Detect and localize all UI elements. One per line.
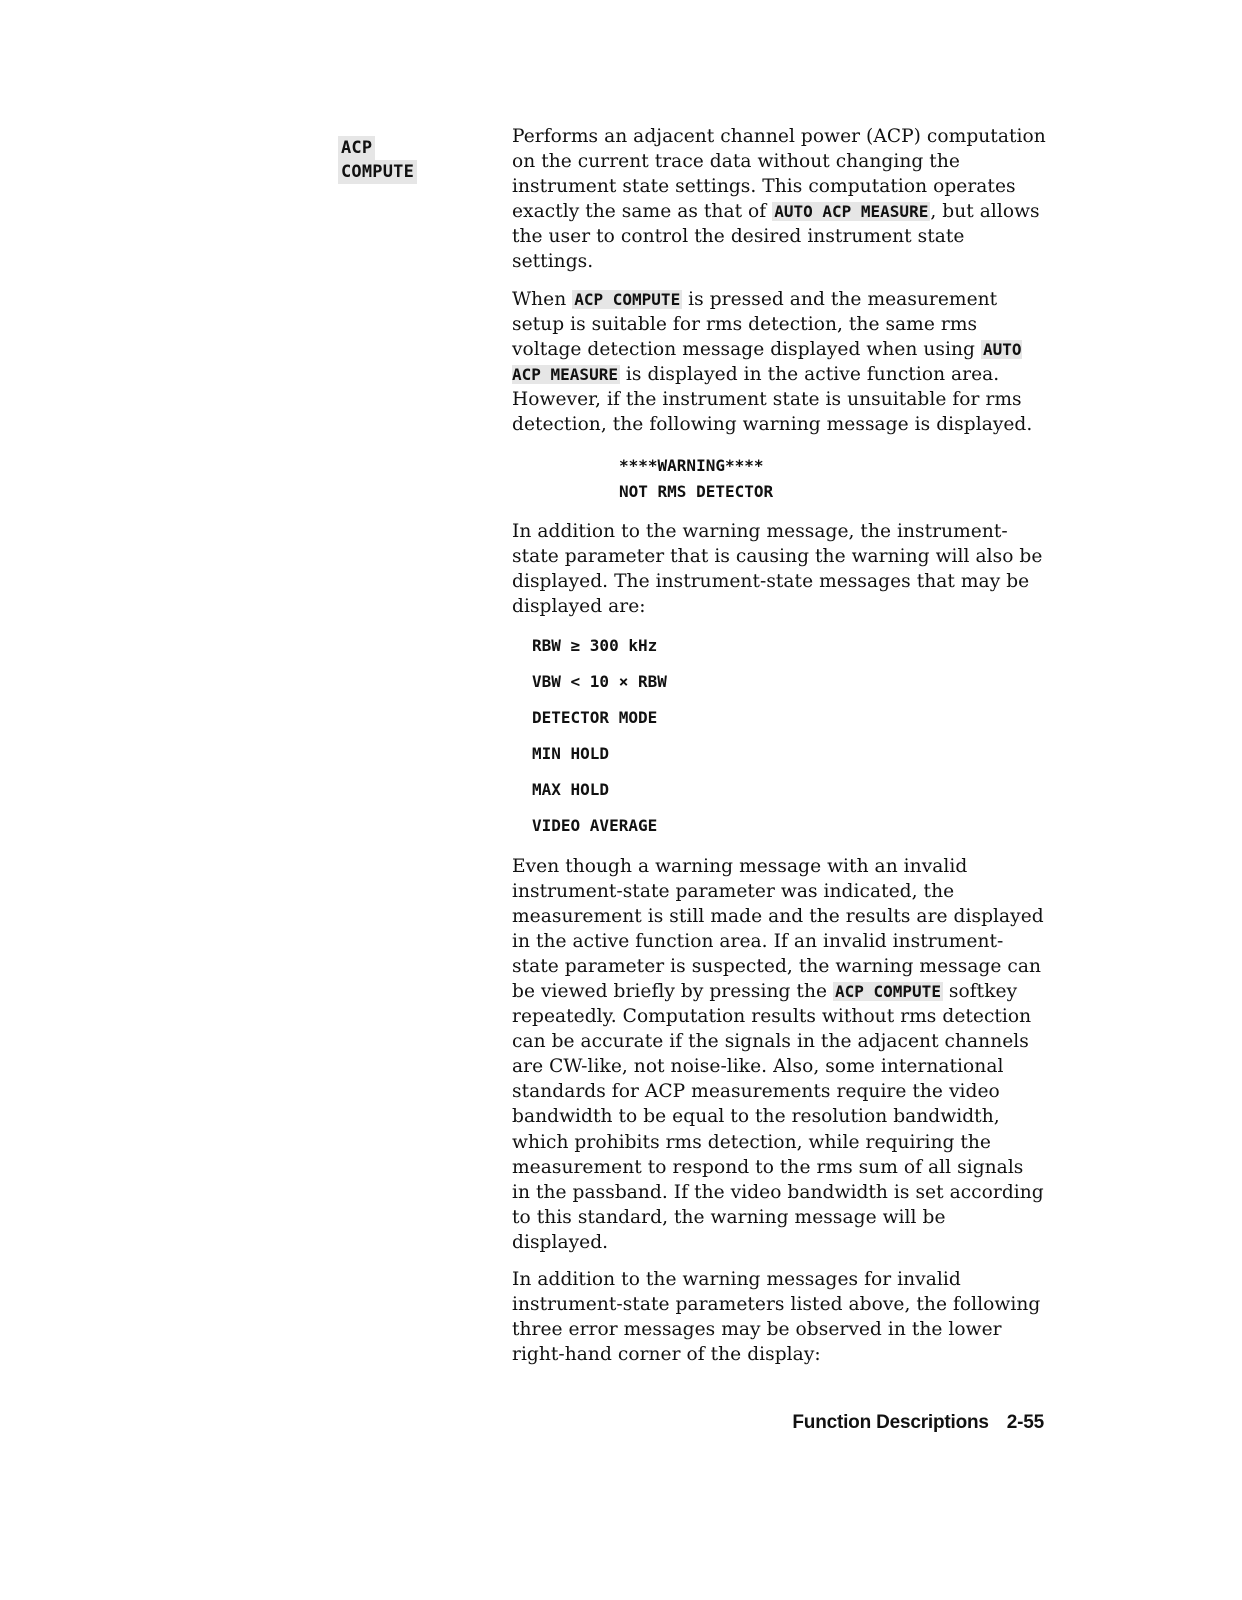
paragraph-text: is displayed in the active function area. However, if the instrument state is unsuitable for rms detection, the following warning message is displayed.: [512, 363, 1033, 436]
softkey-reference: AUTO ACP MEASURE: [512, 339, 1022, 384]
paragraph-text: Even though a warning message with an invalid instrument-state parameter was indicated, the measurement is still made and the results are displayed in the active function area. If an invalid instrument-state parameter is suspected, the warning message can be viewed briefly by pressing the: [512, 855, 1044, 1002]
paragraph-instrument-state: [512, 519, 1047, 619]
paragraph-text: is pressed and the measurement setup is suitable for rms detection, the same rms voltage detection message displayed when using: [512, 288, 998, 360]
softkey-reference: AUTO ACP MEASURE: [774, 202, 929, 222]
softkey-label: [338, 136, 438, 184]
paragraph-text: In addition to the warning message, the instrument-state parameter that is causing the warning will also be displayed. The instrument-state messages that may be displayed are:: [512, 521, 1043, 618]
paragraph-text: , but allows the user to control the desired instrument state settings.: [512, 201, 1040, 273]
description-body: [512, 124, 1047, 1367]
paragraph-overview: [512, 124, 1047, 275]
warning-line: NOT RMS DETECTOR: [619, 482, 774, 502]
warning-line: ****WARNING****: [619, 456, 764, 476]
paragraph-text: softkey repeatedly. Computation results without rms detection can be accurate if the signals in the adjacent channels are CW-like, not noise-like. Also, some international standards for ACP measurements require the video bandwidth to be equal to the resolution bandwidth, which prohibits rms detection, while requiring the measurement to respond to the rms sum of all signals in the passband. If the video bandwidth is set according to this standard, the warning message will be displayed.: [512, 980, 1044, 1253]
list-item: MIN HOLD: [532, 743, 610, 763]
page-number: 2-55: [1006, 1412, 1044, 1433]
list-item: RBW ≥ 300 kHz: [532, 635, 658, 655]
warning-message-block: [619, 453, 1047, 505]
softkey-reference: ACP COMPUTE: [574, 289, 681, 309]
softkey-line-1: ACP: [338, 136, 375, 160]
list-item: VIDEO AVERAGE: [532, 815, 658, 835]
paragraph-error-messages: [512, 1267, 1047, 1367]
instrument-state-message-list: [512, 628, 1047, 844]
softkey-line-2: COMPUTE: [338, 160, 417, 184]
paragraph-text: When: [512, 288, 573, 310]
paragraph-text: Performs an adjacent channel power (ACP) computation on the current trace data without changing the instrument state settings. This computation operates exactly the same as that of: [512, 126, 1046, 223]
paragraph-invalid-parameter: [512, 854, 1047, 1256]
list-item: DETECTOR MODE: [532, 707, 658, 727]
paragraph-text: In addition to the warning messages for invalid instrument-state parameters listed above, the following three error messages may be observed in the lower right-hand corner of the display:: [512, 1269, 1041, 1366]
page-footer: [792, 1412, 1044, 1434]
paragraph-rms-detection: [512, 287, 1047, 438]
softkey-reference: ACP COMPUTE: [834, 981, 941, 1001]
list-item: VBW < 10 × RBW: [532, 671, 667, 691]
list-item: MAX HOLD: [532, 779, 610, 799]
footer-section-title: Function Descriptions: [792, 1412, 989, 1433]
